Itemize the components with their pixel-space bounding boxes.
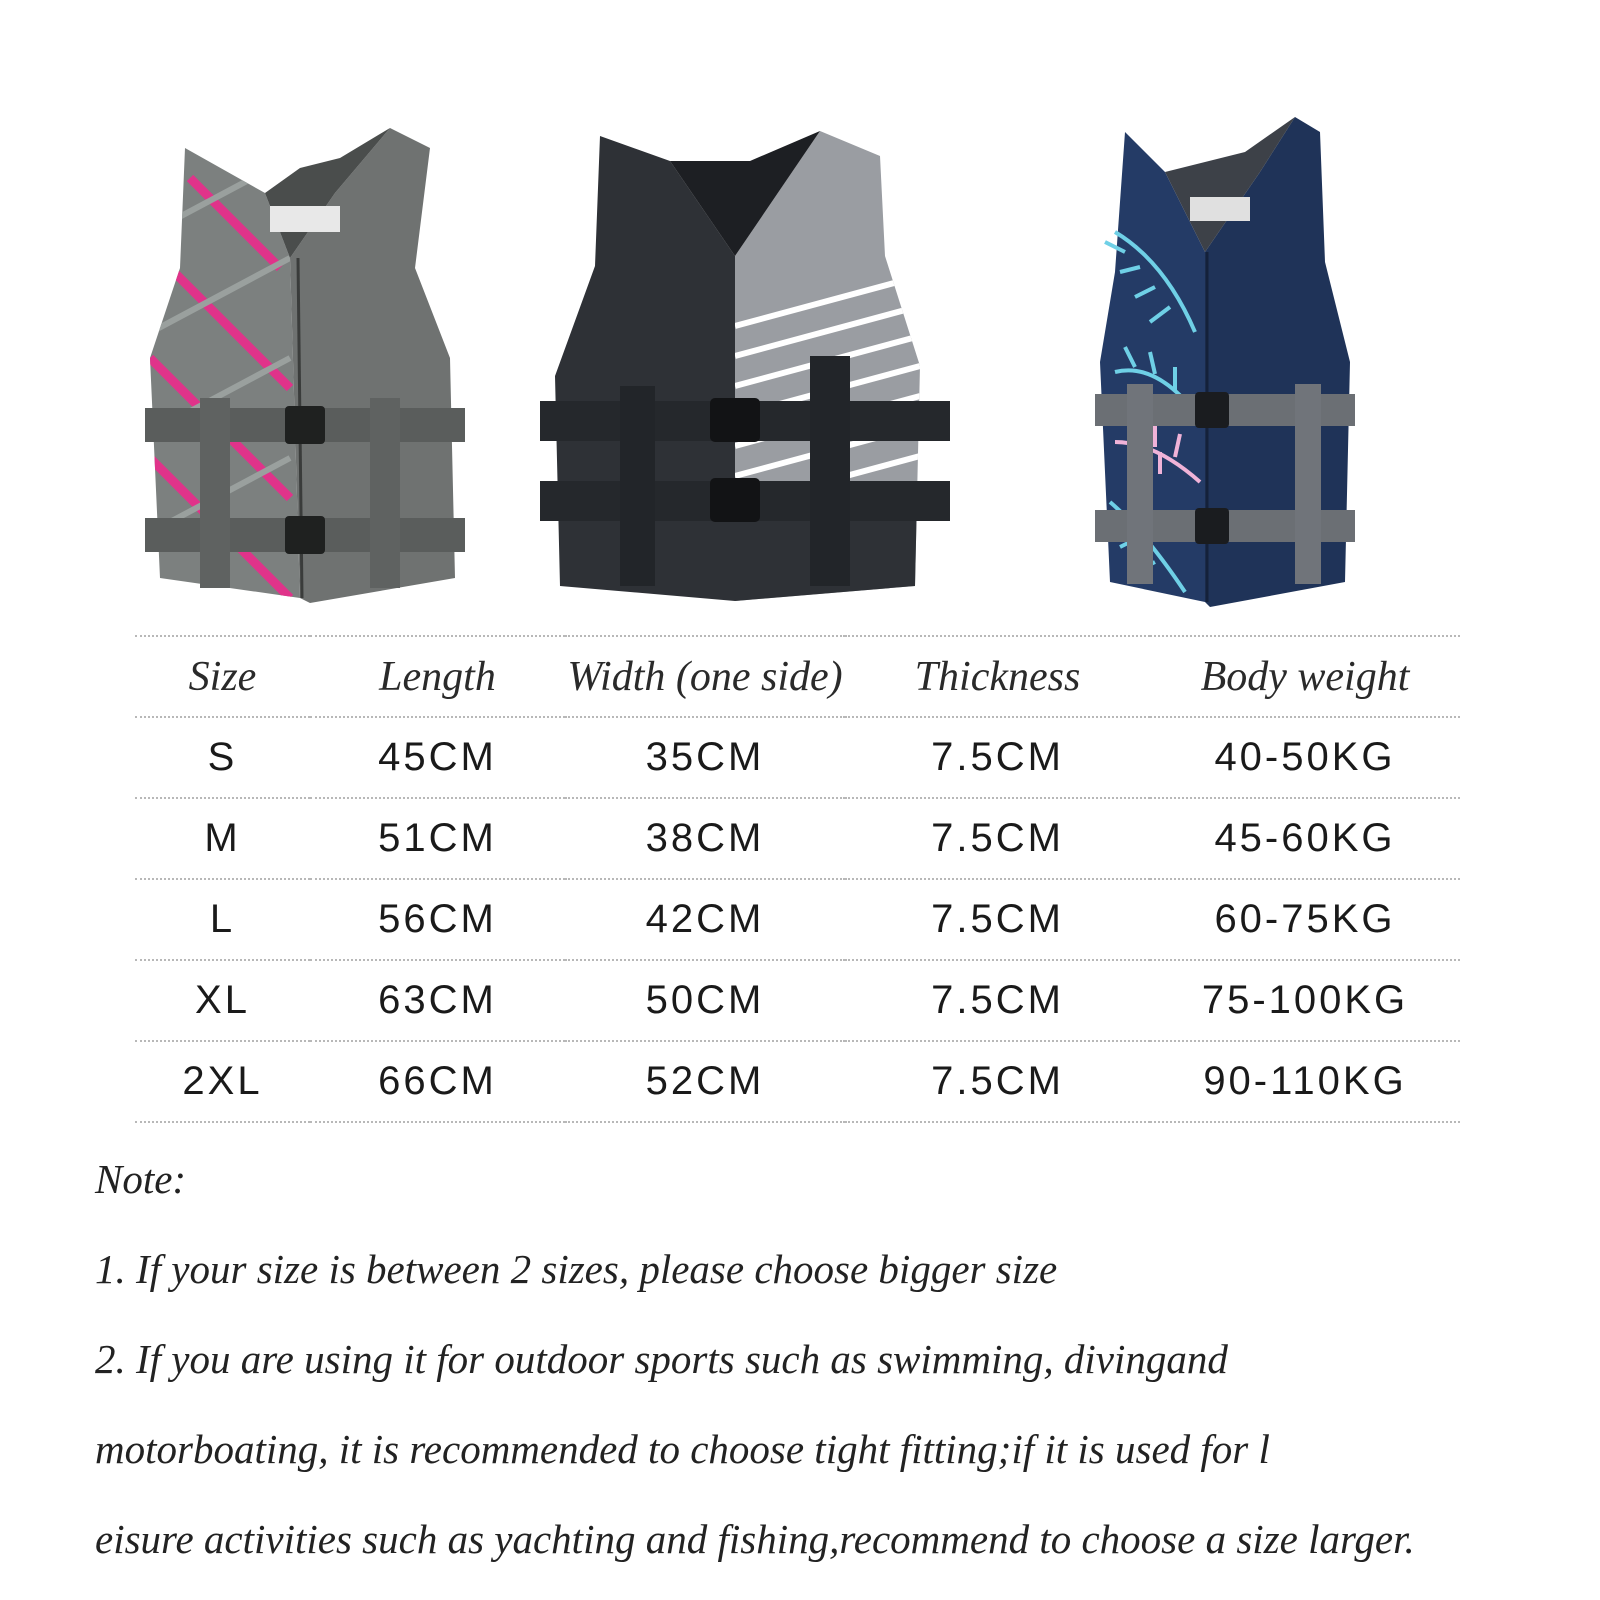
table-row xyxy=(135,1041,1460,1122)
cell-thickness: 7.5CM xyxy=(845,960,1150,1041)
table-row xyxy=(135,879,1460,960)
header-body-weight: Body weight xyxy=(1150,636,1460,717)
cell-thickness: 7.5CM xyxy=(845,717,1150,798)
header-width: Width (one side) xyxy=(565,636,845,717)
cell-length: 63CM xyxy=(310,960,565,1041)
note-line: eisure activities such as yachting and fishing,recommend to choose a size larger. xyxy=(95,1516,1415,1562)
size-chart-table xyxy=(135,635,1460,1123)
cell-body-weight: 60-75KG xyxy=(1150,879,1460,960)
note-line: 1. If your size is between 2 sizes, please choose bigger size xyxy=(95,1246,1058,1292)
cell-thickness: 7.5CM xyxy=(845,879,1150,960)
cell-width: 52CM xyxy=(565,1041,845,1122)
cell-size: S xyxy=(135,717,310,798)
cell-length: 66CM xyxy=(310,1041,565,1122)
navy-leaf-vest-image xyxy=(1095,112,1395,630)
note-line: motorboating, it is recommended to choose tight fitting;if it is used for l xyxy=(95,1426,1270,1472)
header-thickness: Thickness xyxy=(845,636,1150,717)
cell-size: L xyxy=(135,879,310,960)
cell-width: 38CM xyxy=(565,798,845,879)
cell-thickness: 7.5CM xyxy=(845,798,1150,879)
black-grey-vest-image xyxy=(540,126,960,626)
grey-pink-vest-image xyxy=(140,118,480,628)
cell-body-weight: 90-110KG xyxy=(1150,1041,1460,1122)
table-row xyxy=(135,798,1460,879)
cell-size: M xyxy=(135,798,310,879)
cell-width: 42CM xyxy=(565,879,845,960)
header-size: Size xyxy=(135,636,310,717)
cell-length: 56CM xyxy=(310,879,565,960)
cell-length: 45CM xyxy=(310,717,565,798)
cell-size: XL xyxy=(135,960,310,1041)
cell-body-weight: 75-100KG xyxy=(1150,960,1460,1041)
cell-length: 51CM xyxy=(310,798,565,879)
cell-thickness: 7.5CM xyxy=(845,1041,1150,1122)
cell-width: 35CM xyxy=(565,717,845,798)
cell-size: 2XL xyxy=(135,1041,310,1122)
note-line: 2. If you are using it for outdoor sports such as swimming, divingand xyxy=(95,1336,1228,1382)
note-title: Note: xyxy=(95,1156,187,1202)
cell-body-weight: 45-60KG xyxy=(1150,798,1460,879)
table-row xyxy=(135,960,1460,1041)
cell-body-weight: 40-50KG xyxy=(1150,717,1460,798)
table-header-row xyxy=(135,636,1460,717)
cell-width: 50CM xyxy=(565,960,845,1041)
table-row xyxy=(135,717,1460,798)
header-length: Length xyxy=(310,636,565,717)
